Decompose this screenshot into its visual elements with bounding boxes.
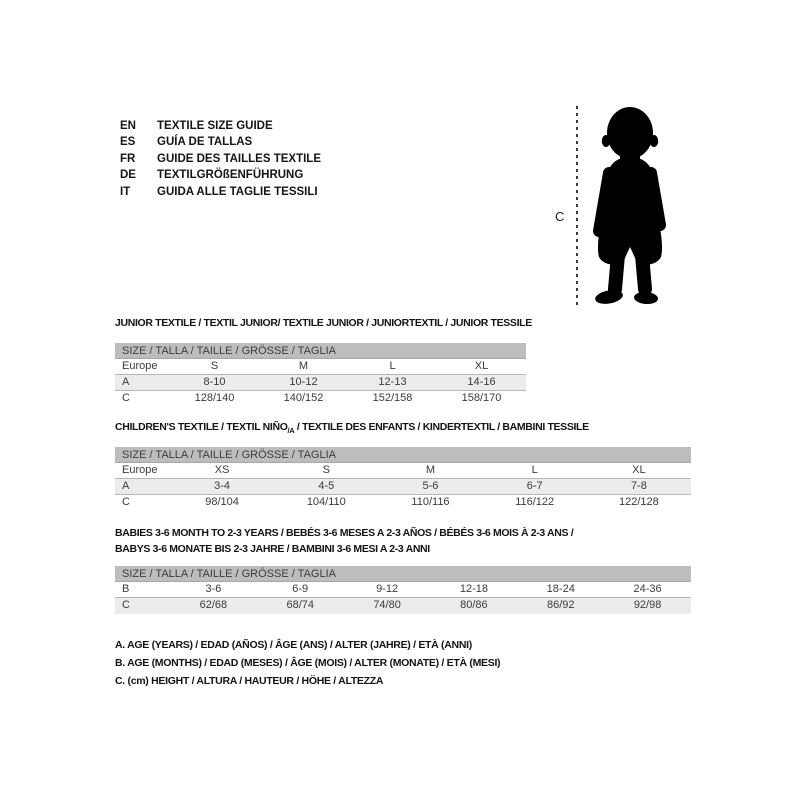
measure-notes [115, 637, 500, 691]
figure-height-label: C [555, 209, 565, 224]
table-row [115, 359, 526, 375]
language-row [120, 185, 321, 201]
table-cell: 98/104 [205, 495, 239, 508]
table-cell: 128/140 [194, 391, 235, 404]
table-row [115, 495, 691, 511]
table-cell: 3-6 [205, 583, 222, 595]
table-cell: 7-8 [630, 479, 647, 492]
table-cell: 9-12 [376, 583, 399, 595]
table-cell: L [531, 463, 538, 476]
table-cell: 86/92 [546, 599, 575, 611]
note-line: B. AGE (MONTHS) / EDAD (MESES) / ÂGE (MOIS) / ALTER (MONATE) / ETÀ (MESI) [115, 657, 501, 669]
language-code: IT [120, 185, 131, 198]
baby-silhouette-icon [584, 105, 676, 309]
table-title-line: CHILDREN'S TEXTILE / TEXTIL $NIÑO_{/A}$ / TEXTILE DES ENFANTS / KINDERTEXTIL / BAMBINI TESSILE [115, 421, 589, 436]
table-cell: M [425, 463, 436, 476]
language-label: TEXTILGRÖßENFÜHRUNG [157, 169, 304, 182]
table-cell: 80/86 [460, 599, 488, 611]
language-row [120, 119, 321, 135]
children-textile-section [115, 421, 691, 511]
language-label: GUIDE DES TAILLES TEXTILE [157, 152, 321, 165]
table-cell: 92/98 [633, 599, 662, 611]
language-label: TEXTILE SIZE GUIDE [157, 120, 273, 132]
row-label: Europe [122, 463, 158, 476]
junior-table-rows [115, 359, 526, 407]
table-row [115, 598, 691, 614]
table-title-line: BABYS 3-6 MONATE BIS 2-3 JAHRE / BAMBINI 3-6 MESI A 2-3 ANNI [115, 542, 430, 555]
table-cell: XS [214, 463, 230, 476]
language-code: EN [120, 120, 136, 132]
row-label: C [122, 599, 130, 611]
table-cell: 62/68 [199, 599, 228, 611]
table-row [115, 479, 691, 495]
table-cell: 140/152 [283, 391, 324, 404]
row-label: B [122, 583, 130, 595]
note-line: C. (cm) HEIGHT / ALTURA / HAUTEUR / HÖHE / ALTEZZA [115, 675, 384, 687]
language-code: ES [120, 136, 136, 149]
table-cell: S [210, 359, 219, 372]
table-row [115, 375, 526, 391]
children-table-rows [115, 463, 691, 511]
table-cell: 152/158 [372, 391, 413, 404]
table-cell: 12-18 [459, 583, 488, 595]
size-header-bar: SIZE / TALLA / TAILLE / GRÖSSE / TAGLIA [115, 343, 526, 359]
table-cell: 12-13 [378, 375, 407, 388]
table-cell: 74/80 [373, 599, 401, 611]
table-cell: XL [632, 463, 646, 476]
table-cell: XL [474, 359, 489, 372]
height-measure-dashed-line [576, 106, 578, 308]
row-label: Europe [122, 359, 158, 372]
table-cell: 10-12 [289, 375, 318, 388]
row-label: C [122, 391, 130, 404]
row-label: C [122, 495, 130, 508]
language-label: GUIDA ALLE TAGLIE TESSILI [157, 185, 318, 198]
table-cell: S [322, 463, 330, 476]
table-cell: L [389, 359, 396, 372]
table-cell: 8-10 [203, 375, 226, 388]
language-list [120, 119, 321, 201]
table-cell: 122/128 [619, 495, 659, 508]
table-cell: 6-7 [526, 479, 543, 492]
language-code: DE [120, 169, 136, 182]
row-label: A [122, 479, 130, 492]
table-cell: 158/170 [461, 391, 502, 404]
table-title-line: JUNIOR TEXTILE / TEXTIL JUNIOR/ TEXTILE JUNIOR / JUNIORTEXTIL / JUNIOR TESSILE [115, 317, 532, 329]
table-cell: 104/110 [306, 495, 346, 508]
babies-table-rows [115, 582, 691, 614]
children-table-title [115, 421, 691, 437]
note-line: A. AGE (YEARS) / EDAD (AÑOS) / ÂGE (ANS) / ALTER (JAHRE) / ETÀ (ANNI) [115, 639, 472, 651]
table-row [115, 463, 691, 479]
junior-table-title [115, 317, 532, 333]
babies-table-title [115, 527, 691, 558]
table-title-line: BABIES 3-6 MONTH TO 2-3 YEARS / BEBÉS 3-6 MESES A 2-3 AÑOS / BÉBÉS 3-6 MOIS À 2-3 ANS / [115, 527, 574, 539]
table-row [115, 391, 526, 407]
language-row [120, 152, 321, 168]
table-cell: 4-5 [318, 479, 335, 492]
language-row [120, 135, 321, 151]
row-label: A [122, 375, 130, 388]
table-cell: 5-6 [422, 479, 439, 492]
size-header-bar: SIZE / TALLA / TAILLE / GRÖSSE / TAGLIA [115, 447, 691, 463]
table-cell: 14-16 [467, 375, 496, 388]
table-cell: 18-24 [546, 583, 575, 595]
table-cell: M [298, 359, 309, 372]
table-cell: 3-4 [214, 479, 231, 492]
table-cell: 24-36 [633, 583, 662, 595]
babies-textile-section [115, 527, 691, 614]
junior-textile-section [115, 317, 532, 407]
language-code: FR [120, 152, 136, 165]
table-cell: 116/122 [515, 495, 555, 508]
size-header-bar: SIZE / TALLA / TAILLE / GRÖSSE / TAGLIA [115, 566, 691, 582]
table-row [115, 582, 691, 598]
table-cell: 6-9 [292, 583, 309, 595]
language-row [120, 168, 321, 184]
table-cell: 68/74 [286, 599, 314, 611]
language-label: GUÍA DE TALLAS [157, 136, 253, 149]
table-cell: 110/116 [411, 495, 450, 508]
